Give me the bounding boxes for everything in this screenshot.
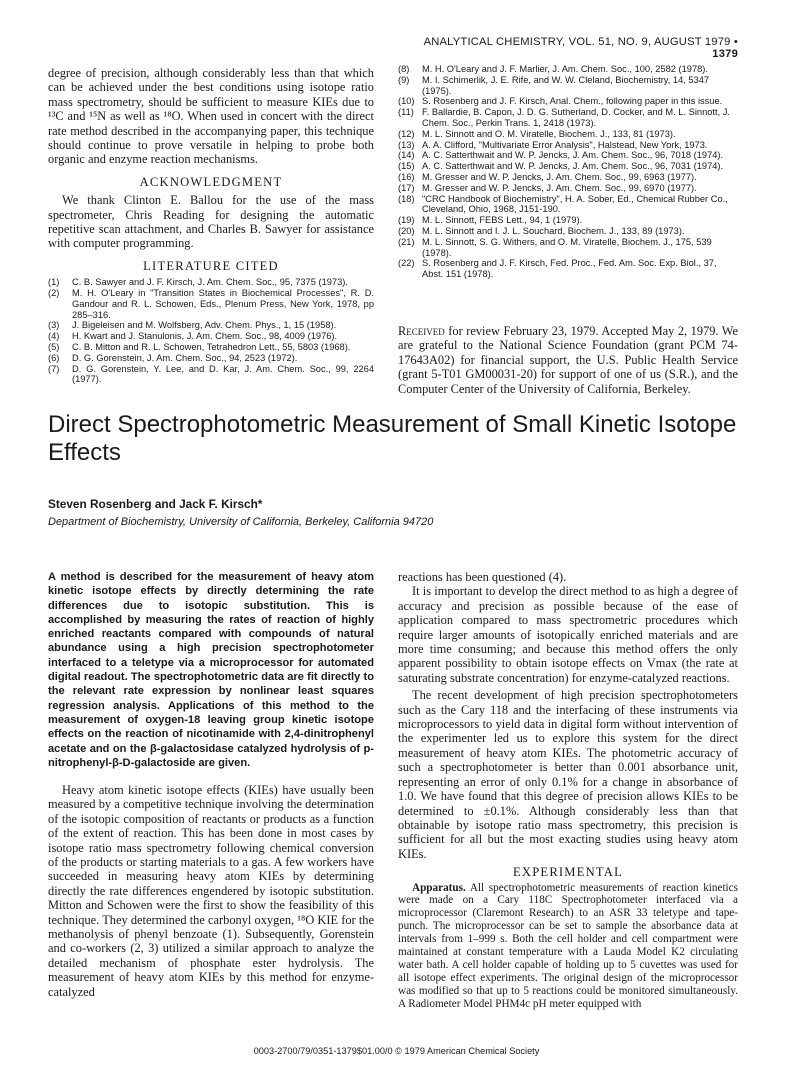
journal-citation: ANALYTICAL CHEMISTRY, VOL. 51, NO. 9, AUGUST 1979 • [423, 36, 738, 48]
reference-number: (22) [398, 258, 415, 269]
reference-text: D. G. Gorenstein, J. Am. Chem. Soc., 94, 2523 (1972). [72, 352, 298, 363]
reference-item [398, 237, 738, 259]
reference-item [48, 320, 374, 331]
reference-text: S. Rosenberg and J. F. Kirsch, Fed. Proc., Fed. Am. Soc. Exp. Biol., 37, Abst. 151 (1978). [422, 258, 717, 280]
right-paragraph-2: It is important to develop the direct method to as high a degree of accuracy and precision as possible because of the ease of application compared to mass spectrometric procedures which require larger amounts of isotopically enriched materials and are more time consuming; and because this method offers the only apparent possibility to obtain isotope effects on Vmax (the rate at saturating substrate concentration) for enzyme-catalyzed reactions. [398, 584, 738, 685]
reference-number: (9) [398, 74, 410, 85]
reference-number: (12) [398, 128, 415, 139]
reference-number: (13) [398, 139, 415, 150]
reference-text: F. Ballardie, B. Capon, J. D. G. Sutherland, D. Cocker, and M. L. Sinnott, J. Chem. Soc., Perkin Trans. 1, 2418 (1973). [422, 107, 730, 128]
prev-article-left [48, 66, 374, 385]
reference-number: (11) [398, 107, 414, 118]
reference-item [398, 96, 738, 107]
reference-number: (18) [398, 193, 415, 204]
intro-paragraph: Heavy atom kinetic isotope effects (KIEs) have usually been measured by a competitive technique involving the determination of the isotopic composition of reactants or products as a function of the extent of reaction. This has been done in most cases by isotope ratio mass spectrometry following chemical conversion of the products or starting materials to a gas. A few workers have succeeded in measuring heavy atom KIEs by determining directly the rate differences engendered by isotopic substitution. Mitton and Schowen were the first to show the feasibility of this technique. They determined the carbonyl oxygen, ¹⁸O KIE for the methanolysis of phenyl benzoate (1). Subsequently, Gorenstein and co-workers (2, 3) utilized a similar approach to analyze the detailed mechanism of phosphate ester hydrolysis. The measurement of heavy atom KIEs by this method for enzyme-catalyzed [48, 783, 374, 999]
intro-right [398, 570, 738, 1011]
reference-text: J. Bigeleisen and M. Wolfsberg, Adv. Chem. Phys., 1, 15 (1958). [72, 320, 337, 331]
apparatus-paragraph [398, 882, 738, 1011]
acknowledgment-text: We thank Clinton E. Ballou for the use of the mass spectrometer, Chris Reading for designing the automatic repetitive scan attachment, and Charles B. Sawyer for assistance with computer programming. [48, 193, 374, 251]
reference-item [398, 64, 738, 75]
reference-number: (19) [398, 215, 415, 226]
received-text: for review February 23, 1979. Accepted May 2, 1979. We are grateful to the National Science Foundation (grant PCM 74-17643A02) for financial support, the U.S. Public Health Service (grant 5-T01 GM00031-20) for support of one of us (S.R.), and the Computer Center of the University of California, Berkeley. [398, 323, 738, 396]
affiliation: Department of Biochemistry, University of California, Berkeley, California 94720 [48, 516, 434, 528]
reference-number: (7) [48, 363, 60, 374]
reference-item [398, 172, 738, 183]
reference-list-right [398, 64, 738, 280]
reference-item [398, 215, 738, 226]
reference-item [48, 364, 374, 386]
reference-number: (8) [398, 64, 410, 74]
reference-number: (2) [48, 288, 60, 299]
reference-text: "CRC Handbook of Biochemistry", H. A. Sober, Ed., Chemical Rubber Co., Cleveland, Ohio, 1968, J151-190. [422, 193, 728, 215]
article-title: Direct Spectrophotometric Measurement of Small Kinetic Isotope Effects [48, 411, 737, 466]
reference-item [398, 140, 738, 151]
reference-text: M. Gresser and W. P. Jencks, J. Am. Chem. Soc., 99, 6963 (1977). [422, 171, 697, 182]
abstract: A method is described for the measurement of heavy atom kinetic isotope effects by directly determining the rate differences due to isotopic substitution. This is accomplished by measuring the rates of reaction of highly enriched reactants compared with compounds of natural abundance using a high precision spectrophotometer interfaced to a teletype via a microprocessor for automated digital readout. The spectrophotometric data are fit directly to the relevant rate expression by nonlinear least squares regression analysis. Applications of this method to the measurement of oxygen-18 leaving group kinetic isotope effects on the reaction of nicotinamide with 2,4-dinitrophenyl acetate and on the β-galactosidase catalyzed hydrolysis of p-nitrophenyl-β-D-galactoside are given. [48, 571, 374, 769]
reference-text: M. H. O'Leary in "Transition States in Biochemical Processes", R. D. Gandour and R. L. Schowen, Eds., Plenum Press, New York, 1978, pp 285–316. [72, 288, 374, 320]
reference-number: (6) [48, 352, 60, 363]
received-label: Received [398, 323, 445, 338]
reference-text: M. Gresser and W. P. Jencks, J. Am. Chem. Soc., 99, 6970 (1977). [422, 182, 697, 193]
reference-text: C. B. Sawyer and J. F. Kirsch, J. Am. Chem. Soc., 95, 7375 (1973). [72, 277, 348, 288]
reference-text: M. L. Sinnott, S. G. Withers, and O. M. Viratelle, Biochem. J., 175, 539 (1978). [422, 236, 712, 258]
reference-text: M. L. Sinnott and O. M. Viratelle, Biochem. J., 133, 81 (1973). [422, 128, 676, 139]
reference-number: (3) [48, 320, 60, 331]
acknowledgment-heading: ACKNOWLEDGMENT [139, 174, 283, 189]
reference-text: A. A. Clifford, "Multivariate Error Analysis", Halstead, New York, 1973. [422, 139, 708, 150]
reference-number: (10) [398, 96, 415, 107]
reference-text: A. C. Satterthwait and W. P. Jencks, J. Am. Chem. Soc., 96, 7018 (1974). [422, 150, 724, 161]
reference-item [398, 183, 738, 194]
reference-number: (5) [48, 342, 60, 353]
reference-item [398, 226, 738, 237]
reference-text: H. Kwart and J. Stanulonis, J. Am. Chem. Soc., 98, 4009 (1976). [72, 331, 338, 342]
reference-text: S. Rosenberg and J. F. Kirsch, Anal. Chem., following paper in this issue. [422, 96, 723, 107]
reference-item [398, 161, 738, 172]
intro-left [48, 783, 374, 999]
running-head [398, 36, 738, 60]
reference-item [398, 150, 738, 161]
reference-item [48, 331, 374, 342]
reference-number: (16) [398, 171, 415, 182]
received-note [398, 324, 738, 396]
reference-number: (20) [398, 225, 415, 236]
reference-number: (17) [398, 182, 415, 193]
footer: 0003-2700/79/0351-1379$01.00/0 © 1979 American Chemical Society [253, 1046, 540, 1056]
reference-item [398, 194, 738, 216]
reference-item [48, 277, 374, 288]
reference-text: D. G. Gorenstein, Y. Lee, and D. Kar, J. Am. Chem. Soc., 99, 2264 (1977). [72, 363, 374, 385]
reference-text: M. I. Schimerlik, J. E. Rife, and W. W. Cleland, Biochemistry, 14, 5347 (1975). [422, 74, 710, 96]
reference-number: (14) [398, 150, 415, 161]
reference-number: (21) [398, 236, 415, 247]
authors: Steven Rosenberg and Jack F. Kirsch* [48, 497, 263, 511]
reference-item [398, 75, 738, 97]
reference-number: (1) [48, 277, 60, 288]
page-number: 1379 [712, 48, 738, 60]
reference-text: A. C. Satterthwait and W. P. Jencks, J. Am. Chem. Soc., 96, 7031 (1974). [422, 161, 724, 172]
prev-article-right [398, 64, 738, 396]
apparatus-text: All spectrophotometric measurements of reaction kinetics were made on a Cary 118C Spectrophotometer interfaced via a microprocessor (Claremont Research) to an ASR 33 teletype and tape-punch. The microprocessor can be set to sample the absorbance data at intervals from 1–999 s. Both the cell holder and cell compartment were maintained at constant temperature with a Lauda Model K2 circulating water bath. A cell holder capable of holding up to 5 cuvettes was used for all isotope effect experiments. The original design of the microprocessor was modified so that up to 5 reactions could be monitored simultaneously. A Radiometer Model PHM4c pH meter equipped with [398, 881, 738, 1010]
reference-item [398, 107, 738, 129]
experimental-heading: EXPERIMENTAL [513, 865, 623, 880]
right-paragraph-1: reactions has been questioned (4). [398, 570, 567, 584]
reference-number: (4) [48, 331, 60, 342]
reference-item [398, 258, 738, 280]
right-paragraph-3: The recent development of high precision spectrophotometers such as the Cary 118 and the interfacing of these instruments via microprocessors to yield data in digital form without intervention of the experimenter led us to explore this system for the direct measurement of heavy atom KIEs. The photometric accuracy of such a spectrophotometer is better than 0.001 absorbance unit, representing an error of only 0.1% for a change in absorbance of 1.0. We have found that this degree of precision allows KIEs to be determined to ±0.1%. Although considerably less than that obtainable by isotope ratio mass spectrometry, this precision is sufficient for all but the most exacting studies using heavy atom KIEs. [398, 688, 738, 861]
literature-heading: LITERATURE CITED [143, 258, 279, 273]
reference-number: (15) [398, 161, 415, 172]
apparatus-label: Apparatus. [412, 881, 466, 894]
continuation-paragraph: degree of precision, although considerably less than that which can be achieved under the best conditions using isotope ratio mass spectrometry, should be sufficient to measure KIEs due to ¹³C and ¹⁵N as well as ¹⁸O. When used in concert with the direct rate method described in the accompanying paper, this technique should continue to prove versatile in helping to probe both organic and enzyme reaction mechanisms. [48, 66, 374, 167]
reference-list-left [48, 277, 374, 385]
reference-item [398, 129, 738, 140]
reference-text: M. L. Sinnott and I. J. L. Souchard, Biochem. J., 133, 89 (1973). [422, 225, 685, 236]
reference-text: M. H. O'Leary and J. F. Marlier, J. Am. Chem. Soc., 100, 2582 (1978). [422, 64, 708, 74]
reference-item [48, 342, 374, 353]
reference-text: C. B. Mitton and R. L. Schowen, Tetrahedron Lett., 55, 5803 (1968). [72, 342, 351, 353]
reference-text: M. L. Sinnott, FEBS Lett., 94, 1 (1979). [422, 215, 583, 226]
reference-item [48, 353, 374, 364]
reference-item [48, 288, 374, 320]
